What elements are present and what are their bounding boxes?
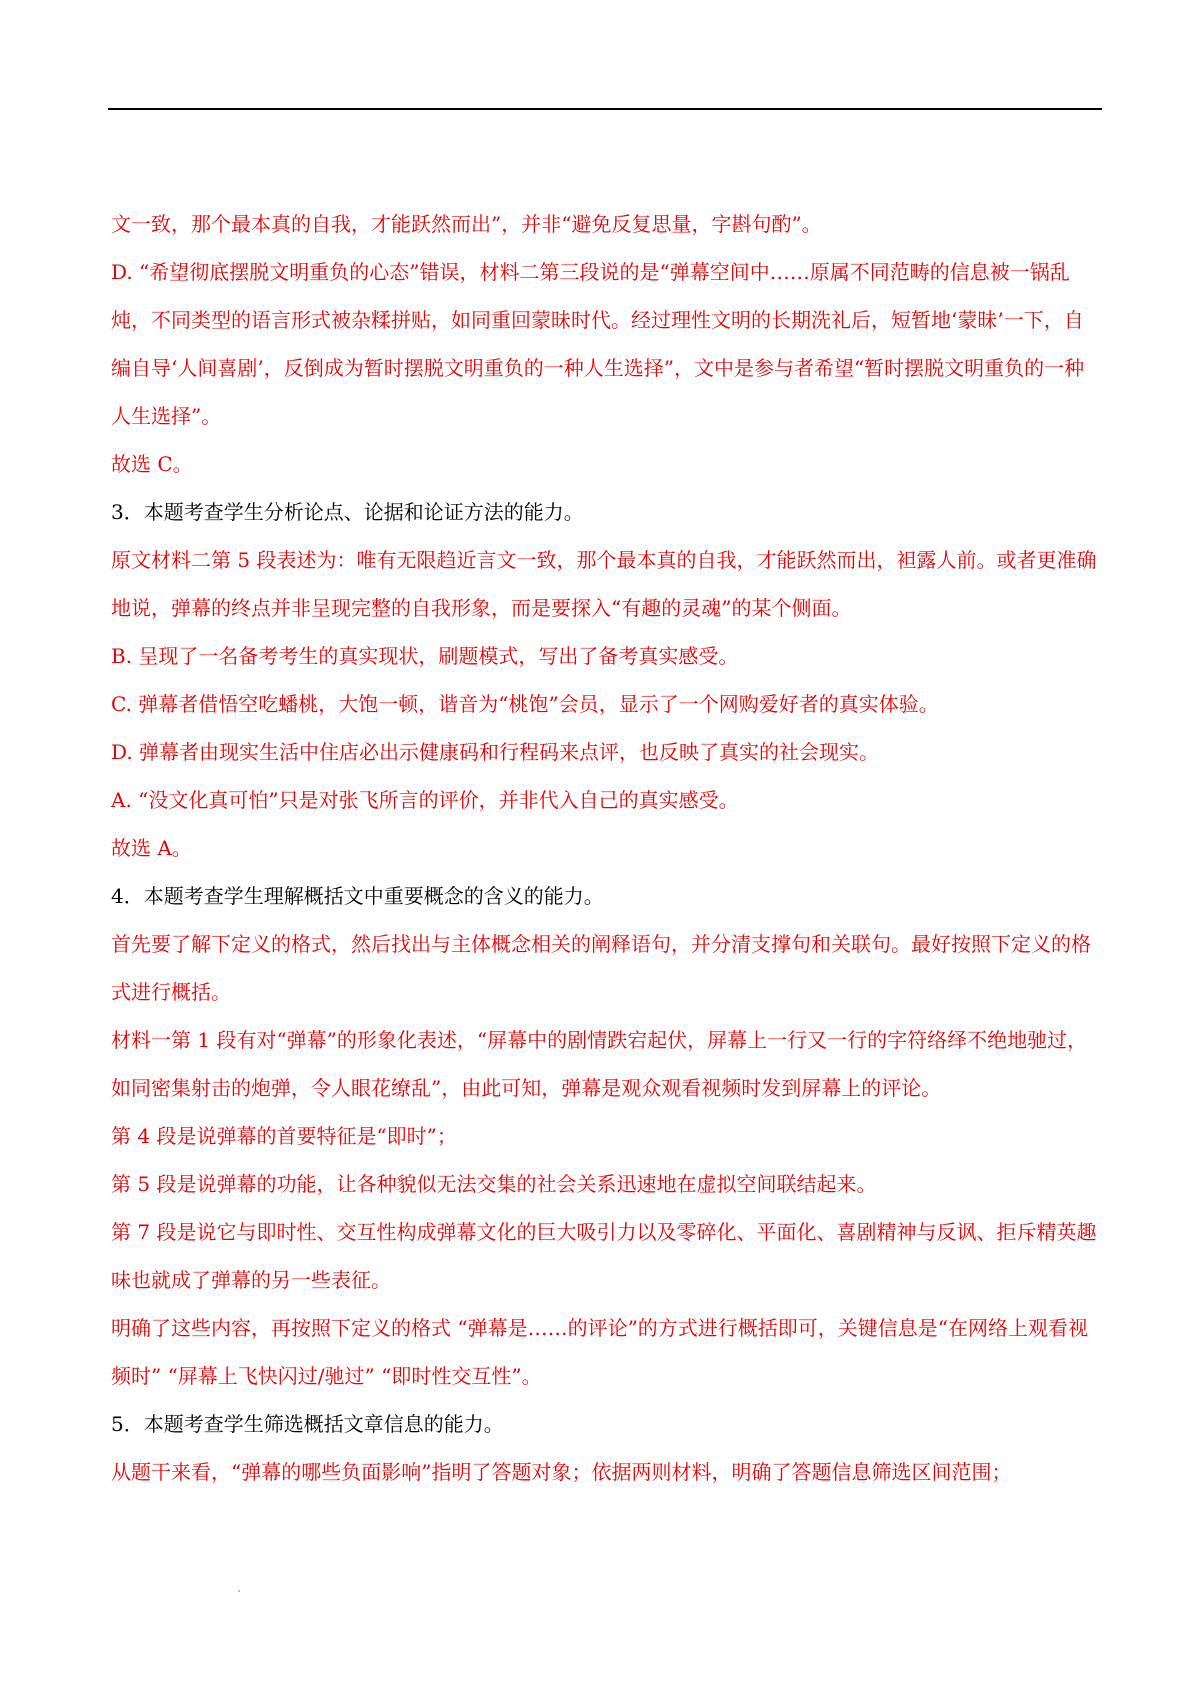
paragraph-q4-method: 首先要了解下定义的格式，然后找出与主体概念相关的阐释语句，并分清支撑句和关联句。最好按照下定义的格式进行概括。	[111, 932, 1091, 1004]
paragraph-continuation: 文一致，那个最本真的自我，才能跃然而出”，并非“避免反复思量，字斟句酌”。	[111, 212, 822, 236]
header-rule	[108, 108, 1102, 110]
question-3-heading: 3．本题考查学生分析论点、论据和论证方法的能力。	[111, 500, 584, 524]
paragraph-answer-a: 故选 A。	[111, 836, 192, 860]
question-4-heading: 4．本题考查学生理解概括文中重要概念的含义的能力。	[111, 884, 604, 908]
answer-content	[111, 200, 1101, 1496]
paragraph-q4-material-1: 材料一第 1 段有对“弹幕”的形象化表述，“屏幕中的剧情跌宕起伏，屏幕上一行又一行的字符络绎不绝地驰过，如同密集射击的炮弹，令人眼花缭乱”，由此可知，弹幕是观众观看视频时发到屏幕上的评论。	[111, 1028, 1088, 1100]
paragraph-q4-para-5: 第 5 段是说弹幕的功能，让各种貌似无法交集的社会关系迅速地在虚拟空间联结起来。	[111, 1172, 877, 1196]
paragraph-q3-option-a: A. “没文化真可怕”只是对张飞所言的评价，并非代入自己的真实感受。	[111, 788, 739, 812]
paragraph-q3-option-d: D. 弹幕者由现实生活中住店必出示健康码和行程码来点评，也反映了真实的社会现实。	[111, 740, 880, 764]
question-5-heading: 5．本题考查学生筛选概括文章信息的能力。	[111, 1412, 504, 1436]
paragraph-answer-c: 故选 C。	[111, 452, 193, 476]
paragraph-q4-para-4: 第 4 段是说弹幕的首要特征是“即时”；	[111, 1124, 457, 1148]
paragraph-q3-option-c: C. 弹幕者借悟空吃蟠桃，大饱一顿，谐音为“桃饱”会员，显示了一个网购爱好者的真实体验。	[111, 692, 939, 716]
paragraph-q3-source: 原文材料二第 5 段表述为：唯有无限趋近言文一致，那个最本真的自我，才能跃然而出，袒露人前。或者更准确地说，弹幕的终点并非呈现完整的自我形象，而是要探入“有趣的灵魂”的某个侧面。	[111, 548, 1097, 620]
paragraph-q4-summary: 明确了这些内容，再按照下定义的格式 “弹幕是……的评论”的方式进行概括即可，关键信息是“在网络上观看视频时” “屏幕上飞快闪过/驰过” “即时性交互性”。	[111, 1316, 1089, 1388]
paragraph-q5-start: 从题干来看，“弹幕的哪些负面影响”指明了答题对象；依据两则材料，明确了答题信息筛选区间范围；	[111, 1460, 1012, 1484]
footer-mark	[238, 1590, 240, 1592]
paragraph-q3-option-b: B. 呈现了一名备考考生的真实现状，刷题模式，写出了备考真实感受。	[111, 644, 739, 668]
paragraph-q4-para-7: 第 7 段是说它与即时性、交互性构成弹幕文化的巨大吸引力以及零碎化、平面化、喜剧精神与反讽、拒斥精英趣味也就成了弹幕的另一些表征。	[111, 1220, 1097, 1292]
paragraph-option-d-analysis: D. “希望彻底摆脱文明重负的心态”错误，材料二第三段说的是“弹幕空间中……原属不同范畴的信息被一锅乱炖，不同类型的语言形式被杂糅拼贴，如同重回蒙昧时代。经过理性文明的长期洗礼后，短暂地‘蒙昧’一下，自编自导‘人间喜剧’，反倒成为暂时摆脱文明重负的一种人生选择”，文中是参与者希望“暂时摆脱文明重负的一种人生选择”。	[111, 260, 1085, 428]
